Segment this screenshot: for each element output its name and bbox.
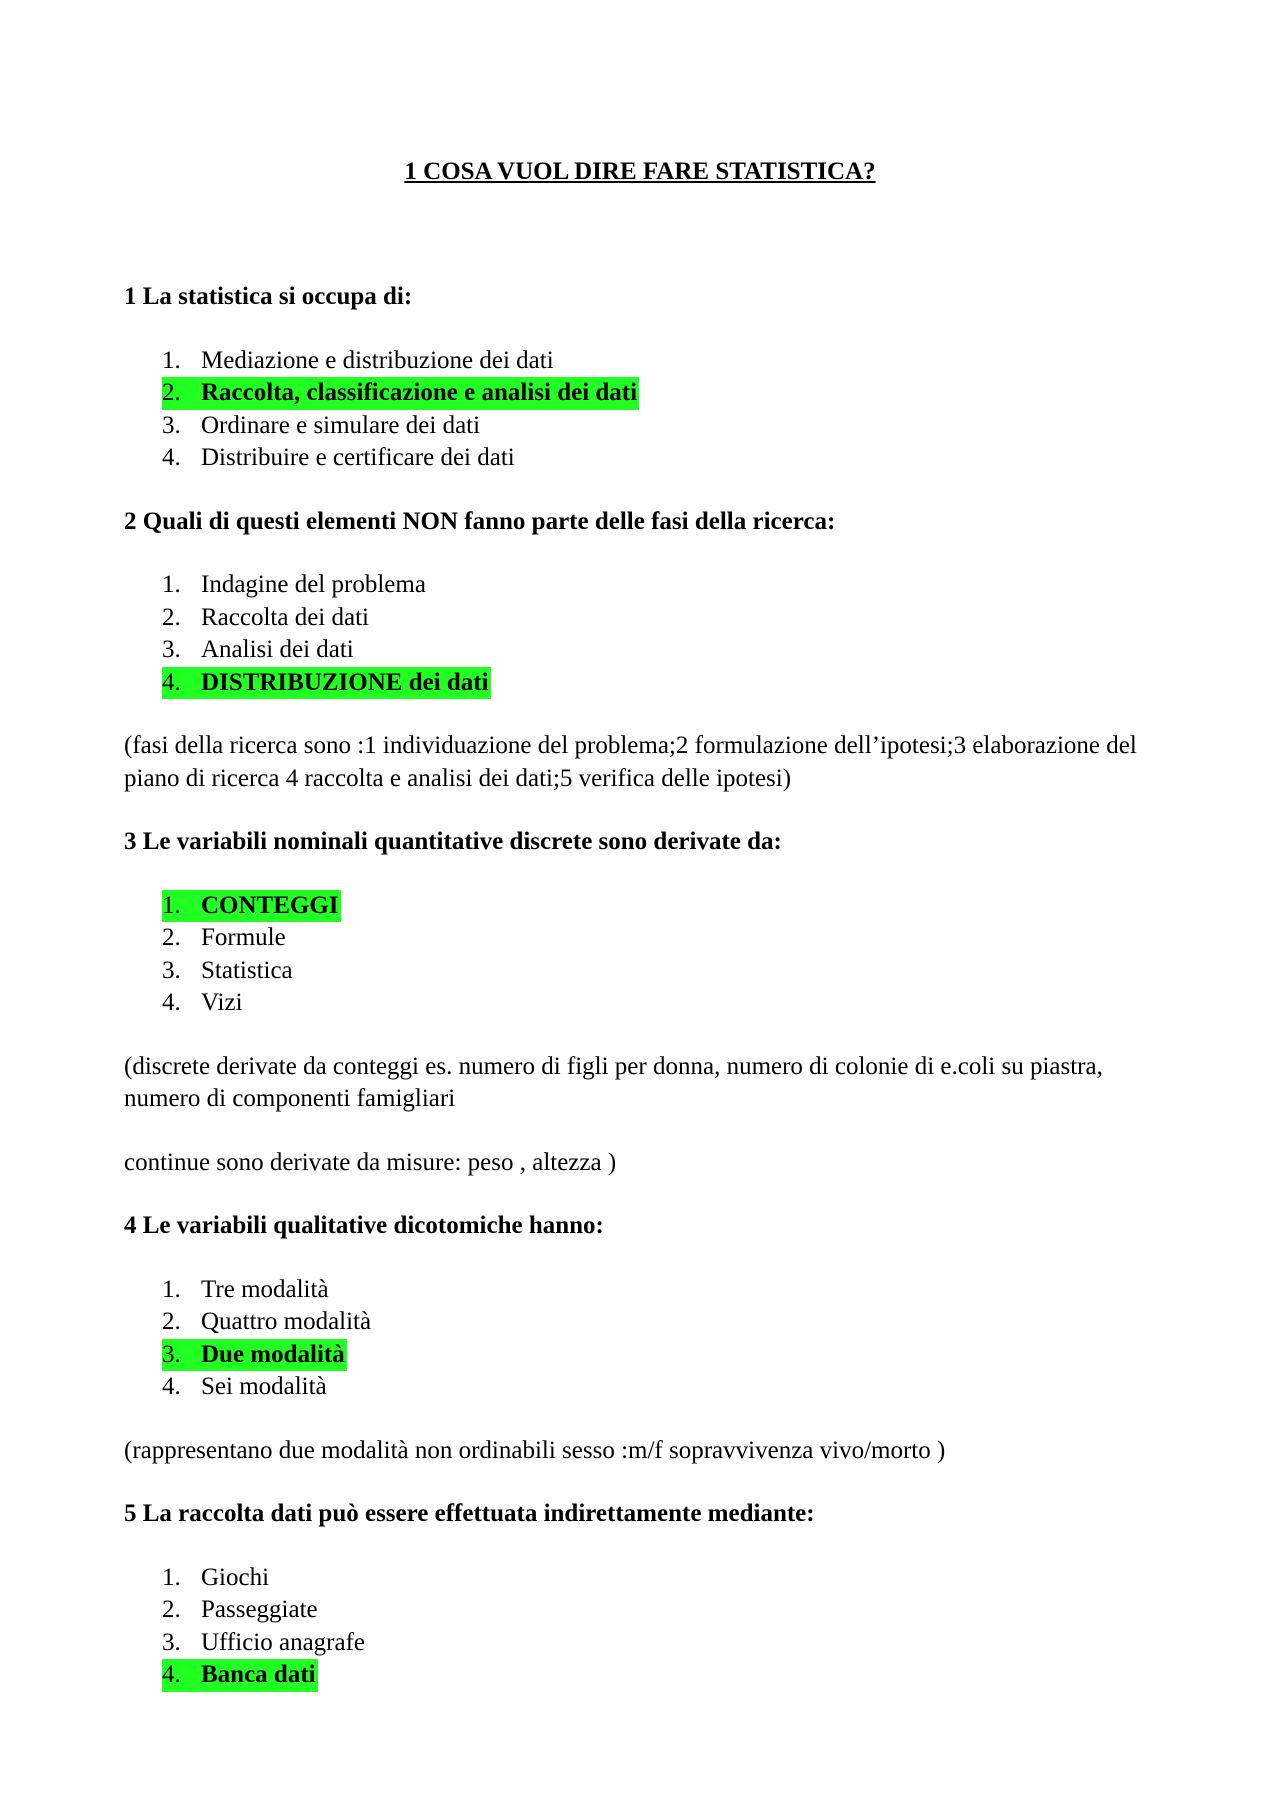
page-title: 1 COSA VUOL DIRE FARE STATISTICA? xyxy=(404,158,876,185)
answer-option xyxy=(162,1371,1164,1404)
answer-number: 2. xyxy=(162,379,181,406)
answer-option xyxy=(162,1306,1164,1339)
answer-text: Giochi xyxy=(201,1563,270,1591)
answer-number: 2. xyxy=(162,924,181,951)
answer-number: 3. xyxy=(162,956,181,984)
answer-option xyxy=(162,345,1164,378)
answer-number: 2. xyxy=(162,1308,181,1335)
answer-option xyxy=(162,922,1164,955)
question-4: 4 Le variabili qualitative dicotomiche hanno: xyxy=(124,1212,604,1239)
answer-text: Raccolta dei dati xyxy=(201,603,369,631)
answer-text: Passeggiate xyxy=(201,1596,318,1623)
answer-number: 1. xyxy=(162,891,181,919)
answer-text: Vizi xyxy=(201,989,243,1016)
answer-option xyxy=(162,410,1164,443)
answer-option xyxy=(162,987,1164,1020)
answer-number: 4. xyxy=(162,1661,181,1688)
document-body xyxy=(124,281,1164,1723)
answer-list-2 xyxy=(124,569,1164,699)
answer-number: 1. xyxy=(162,571,181,598)
answer-text: Sei modalità xyxy=(201,1373,327,1400)
answer-option xyxy=(162,1627,1164,1660)
answer-option xyxy=(162,602,1164,635)
answer-number: 4. xyxy=(162,668,181,696)
answer-text: Indagine del problema xyxy=(201,571,426,598)
answer-option xyxy=(162,1562,1164,1595)
correct-answer xyxy=(162,667,1164,700)
answer-number: 3. xyxy=(162,1628,181,1656)
answer-option xyxy=(162,634,1164,667)
answer-number: 3. xyxy=(162,1340,181,1368)
answer-text: Raccolta, classificazione e analisi dei dati xyxy=(201,379,638,406)
answer-text: Distribuire e certificare dei dati xyxy=(201,444,515,471)
answer-text: Banca dati xyxy=(201,1661,316,1688)
question-3: 3 Le variabili nominali quantitative discrete sono derivate da: xyxy=(124,828,782,855)
answer-list-3 xyxy=(124,890,1164,1020)
explanation-note: continue sono derivate da misure: peso , altezza ) xyxy=(124,1148,617,1176)
answer-option xyxy=(162,442,1164,475)
answer-option xyxy=(162,569,1164,602)
correct-answer xyxy=(162,377,1164,410)
answer-text: CONTEGGI xyxy=(201,891,339,919)
answer-list-1 xyxy=(124,345,1164,475)
answer-text: Due modalità xyxy=(201,1340,345,1368)
answer-number: 4. xyxy=(162,444,181,471)
answer-text: Statistica xyxy=(201,956,293,984)
answer-number: 2. xyxy=(162,1596,181,1623)
explanation-note: (rappresentano due modalità non ordinabili sesso :m/f sopravvivenza vivo/morto ) xyxy=(124,1436,946,1464)
answer-number: 1. xyxy=(162,346,181,374)
answer-text: Formule xyxy=(201,924,286,951)
answer-text: Quattro modalità xyxy=(201,1308,372,1335)
answer-text: Ufficio anagrafe xyxy=(201,1628,366,1656)
answer-number: 1. xyxy=(162,1563,181,1591)
answer-list-5 xyxy=(124,1562,1164,1692)
correct-answer xyxy=(162,1339,1164,1372)
correct-answer xyxy=(162,890,1164,923)
question-5: 5 La raccolta dati può essere effettuata indirettamente mediante: xyxy=(124,1500,815,1527)
answer-text: Analisi dei dati xyxy=(201,636,354,663)
answer-number: 3. xyxy=(162,411,181,439)
answer-text: Ordinare e simulare dei dati xyxy=(201,411,481,439)
answer-text: Tre modalità xyxy=(201,1275,329,1303)
answer-number: 4. xyxy=(162,989,181,1016)
answer-list-4 xyxy=(124,1274,1164,1404)
correct-answer xyxy=(162,1659,1164,1692)
question-1: 1 La statistica si occupa di: xyxy=(124,283,413,310)
question-2: 2 Quali di questi elementi NON fanno parte delle fasi della ricerca: xyxy=(124,507,836,535)
answer-text: DISTRIBUZIONE dei dati xyxy=(201,668,489,696)
answer-option xyxy=(162,1274,1164,1307)
answer-number: 1. xyxy=(162,1275,181,1303)
explanation-note: (fasi della ricerca sono :1 individuazione del problema;2 formulazione dell’ipotesi;3 elaborazione del piano di ricerca 4 raccolta e analisi dei dati;5 verifica delle ipotesi) xyxy=(124,732,1137,792)
answer-text: Mediazione e distribuzione dei dati xyxy=(201,346,554,374)
answer-option xyxy=(162,1594,1164,1627)
answer-number: 4. xyxy=(162,1373,181,1400)
answer-option xyxy=(162,955,1164,988)
answer-number: 3. xyxy=(162,636,181,663)
explanation-note: (discrete derivate da conteggi es. numero di figli per donna, numero di colonie di e.coli su piastra, numero di componenti famigliari xyxy=(124,1052,1103,1112)
answer-number: 2. xyxy=(162,603,181,631)
